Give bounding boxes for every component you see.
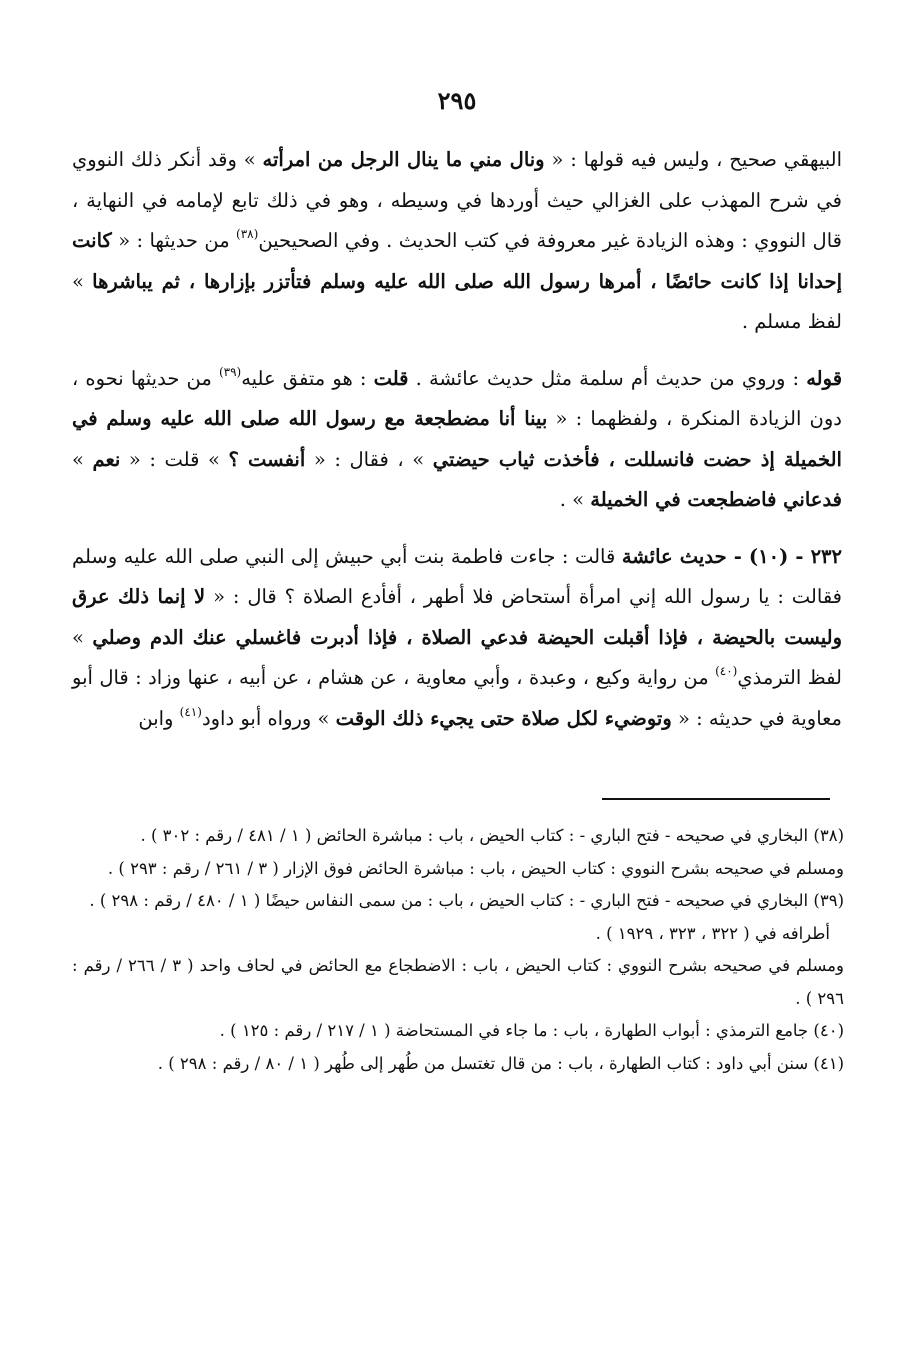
p3-text: » لفظ الترمذي (72, 625, 842, 689)
p2-quote: نعم (92, 447, 121, 471)
p2-text: : وروي من حديث أم سلمة مثل حديث عائشة . (408, 366, 807, 390)
footnote-ref-41[interactable]: (٤١) (179, 704, 202, 719)
paragraph-1 (72, 140, 842, 343)
footnote-separator (602, 798, 830, 800)
p2-text: من حديثها نحوه ، دون الزيادة المنكرة ، ولفظهما : « (72, 366, 842, 430)
p2-qawluh: قوله (806, 366, 843, 390)
p3-text: » ورواه أبو داود (201, 706, 336, 730)
p1-quote: ونال مني ما ينال الرجل من امرأته (262, 148, 545, 171)
p1-text: » وقد أنكر ذلك النووي في شرح المهذب على الغزالي حيث أوردها في وسيطه ، وهو في ذلك تابع لإمامه في النهاية ، قال النووي : وهذه الزيادة غير معروفة في كتب الحديث . وفي الصحيحين (72, 148, 842, 252)
p1-text: من حديثها : « (111, 229, 237, 252)
footnote-38-muslim: ومسلم في صحيحه بشرح النووي : كتاب الحيض ، باب : مباشرة الحائض فوق الإزار ( ٣ / ٢٦١ / رقم : ٢٩٣ ) . (107, 858, 844, 878)
p1-hadith: كانت إحدانا إذا كانت حائضًا ، أمرها رسول الله صلى الله عليه وسلم فتأتزر بإزارها ، ثم يباشرها (72, 229, 842, 293)
footnotes (72, 820, 844, 1080)
p2-hadith: بينا أنا مضطجعة مع رسول الله صلى الله عليه وسلم في الخميلة إذ حضت فانسللت ، فأخذت ثياب حيضتي (72, 407, 842, 471)
p2-quote: فدعاني فاضطجعت في الخميلة (590, 488, 842, 511)
footnote-40: (٤٠) جامع الترمذي : أبواب الطهارة ، باب : ما جاء في المستحاضة ( ١ / ٢١٧ / رقم : ١٢٥ ) . (219, 1021, 844, 1040)
footnote-41: (٤١) سنن أبي داود : كتاب الطهارة ، باب : من قال تغتسل من طُهر إلى طُهر ( ١ / ٨٠ / رقم : ٢٩٨ ) . (157, 1053, 844, 1073)
p2-text: » . (559, 488, 591, 511)
main-text (72, 140, 842, 751)
p3-quote: وتوضيء لكل صلاة حتى يجيء ذلك الوقت (335, 706, 672, 730)
p1-text: » لفظ مسلم . (72, 269, 842, 333)
footnote-38: (٣٨) البخاري في صحيحه - فتح الباري - : كتاب الحيض ، باب : مباشرة الحائض ( ١ / ٤٨١ / رقم : ٣٠٢ ) . (140, 826, 844, 845)
p3-text: وابن (138, 706, 180, 730)
hadith-heading: ٢٣٢ - (١٠) - حديث عائشة (621, 544, 842, 568)
p2-quote: أنفست ؟ (228, 447, 306, 471)
footnote-ref-38[interactable]: (٣٨) (236, 227, 259, 241)
footnote-39-atraf: أطرافه في ( ٣٢٢ ، ٣٢٣ ، ١٩٢٩ ) . (595, 923, 830, 943)
footnote-39: (٣٩) البخاري في صحيحه - فتح الباري - : كتاب الحيض ، باب : من سمى النفاس حيضًا ( ١ / ٤٨٠ / رقم : ٢٩٨ ) . (89, 891, 844, 910)
p3-text: من رواية وكيع ، وعبدة ، وأبي معاوية ، عن هشام ، عن أبيه ، عنها وزاد : قال أبو معاوية في حديثه : « (72, 666, 842, 730)
footnote-39-muslim: ومسلم في صحيحه بشرح النووي : كتاب الحيض ، باب : الاضطجاع مع الحائض في لحاف واحد ( ٣ / ٢٦٦ / رقم : ٢٩٦ ) . (72, 956, 844, 1008)
page-number: ٢٩٥ (437, 86, 477, 115)
p2-text: » (72, 447, 93, 471)
p2-qultu: قلت (373, 366, 409, 390)
p2-text: : هو متفق عليه (241, 366, 374, 390)
p1-text: البيهقي صحيح ، وليس فيه قولها : « (544, 148, 842, 171)
paragraph-2 (72, 359, 842, 521)
p3-hadith: لا إنما ذلك عرق وليست بالحيضة ، فإذا أقبلت الحيضة فدعي الصلاة ، فإذا أدبرت فاغسلي عنك الدم وصلي (72, 585, 842, 649)
footnote-ref-39[interactable]: (٣٩) (218, 364, 242, 379)
footnote-ref-40[interactable]: (٤٠) (715, 664, 738, 678)
paragraph-3 (72, 537, 842, 740)
p2-text: » ، فقال : « (305, 447, 433, 471)
p3-text: قالت : جاءت فاطمة بنت أبي حبيش إلى النبي صلى الله عليه وسلم فقالت : يا رسول الله إني امرأة أستحاض فلا أطهر ، أفأدع الصلاة ؟ قال : « (72, 544, 843, 608)
p2-text: » قلت : « (120, 447, 229, 471)
